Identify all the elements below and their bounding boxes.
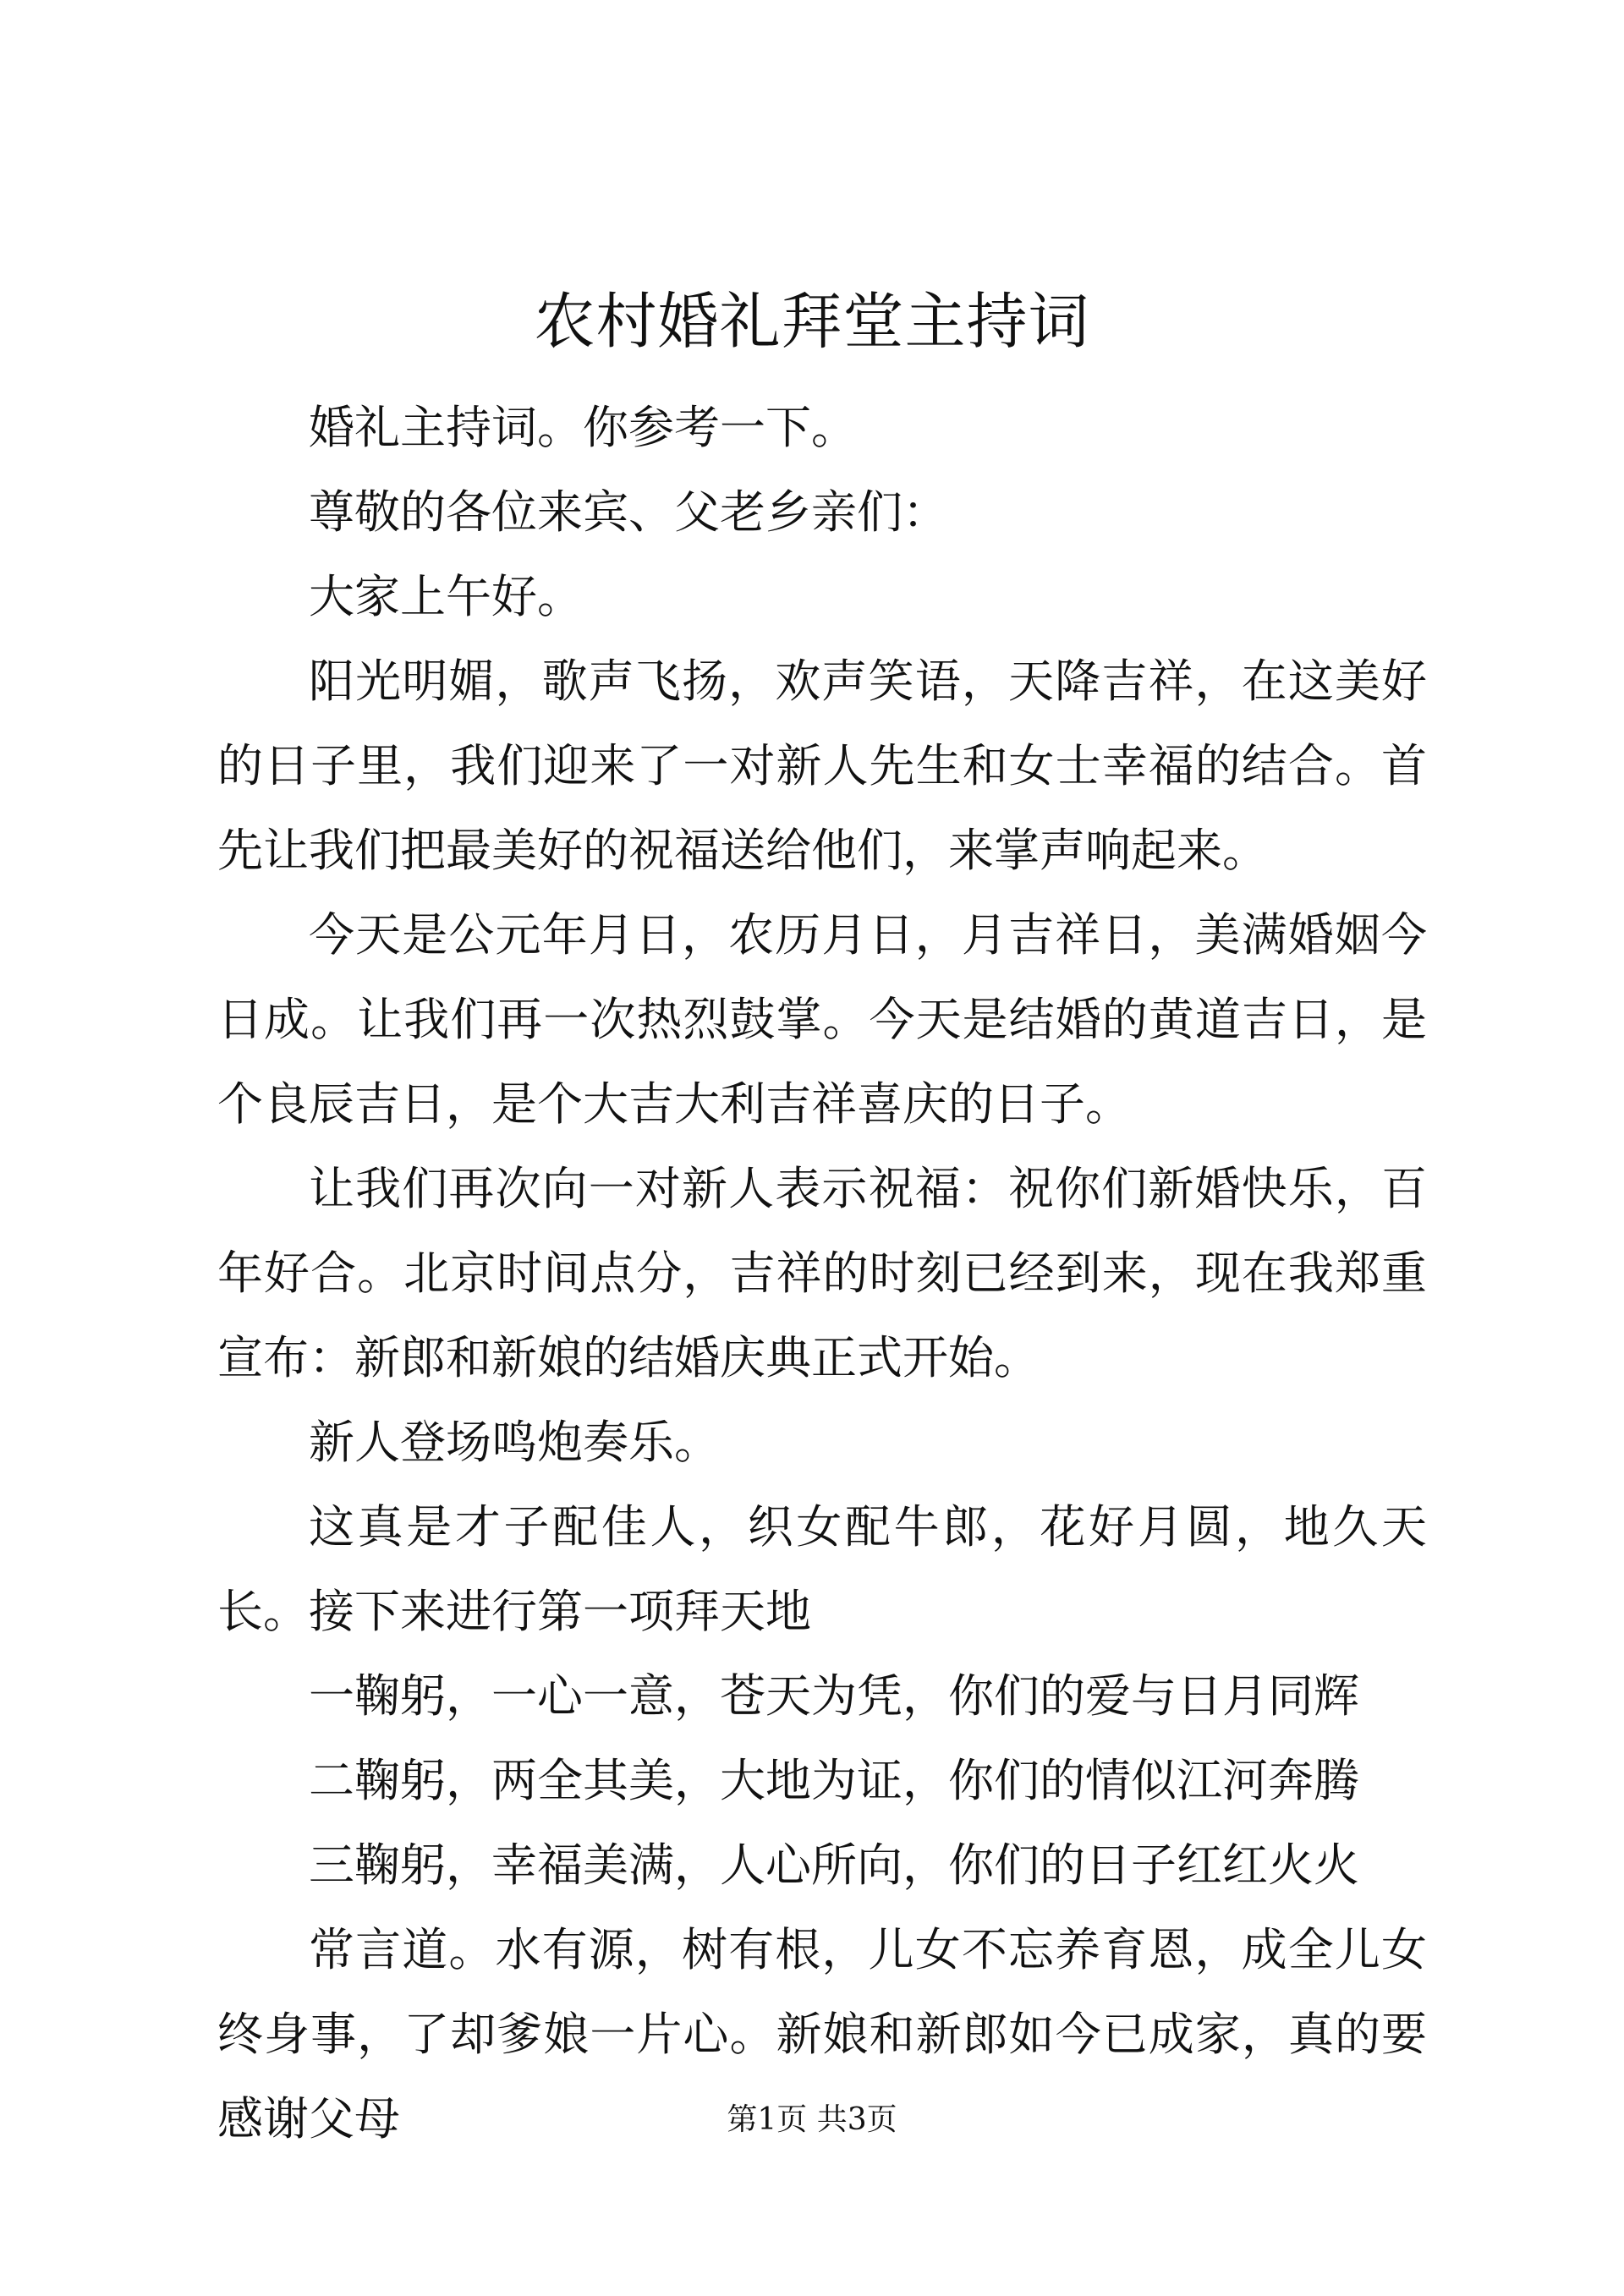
paragraph: 今天是公元年月日，农历月日，月吉祥日，美满婚姻今日成。让我们再一次热烈鼓掌。今天是结婚的黄道吉日，是个良辰吉日，是个大吉大利吉祥喜庆的日子。 xyxy=(217,908,1427,1131)
paragraph: 婚礼主持词。你参考一下。 xyxy=(309,401,857,454)
paragraph: 三鞠躬，幸福美满，人心所向，你们的日子红红火火 xyxy=(309,1838,1359,1892)
paragraph: 阳光明媚，歌声飞扬，欢声笑语，天降吉祥，在这美好的日子里，我们迎来了一对新人先生和女士幸福的结合。首先让我们把最美好的祝福送给他们，来掌声响起来。 xyxy=(217,655,1427,877)
paragraph: 新人登场鸣炮奏乐。 xyxy=(309,1416,720,1469)
paragraph: 让我们再次向一对新人表示祝福：祝你们新婚快乐，百年好合。北京时间点分，吉祥的时刻已经到来，现在我郑重宣布：新郎和新娘的结婚庆典正式开始。 xyxy=(217,1162,1427,1384)
paragraph: 一鞠躬，一心一意，苍天为凭，你们的爱与日月同辉 xyxy=(309,1669,1359,1723)
paragraph: 尊敬的各位来宾、父老乡亲们： xyxy=(309,485,948,539)
paragraph: 大家上午好。 xyxy=(309,570,583,623)
paragraph: 这真是才子配佳人，织女配牛郎，花好月圆，地久天长。接下来进行第一项拜天地 xyxy=(217,1500,1427,1638)
paragraph: 常言道。水有源，树有根，儿女不忘养育恩，成全儿女终身事，了却爹娘一片心。新娘和新郎如今已成家，真的要感谢父母 xyxy=(217,1923,1427,2145)
document-body xyxy=(217,386,1427,2162)
paragraph: 二鞠躬，两全其美，大地为证，你们的情似江河奔腾 xyxy=(309,1754,1359,1807)
document-title: 农村婚礼拜堂主持词 xyxy=(534,286,1090,357)
page-number-footer: 第1页 共3页 xyxy=(727,2102,897,2137)
